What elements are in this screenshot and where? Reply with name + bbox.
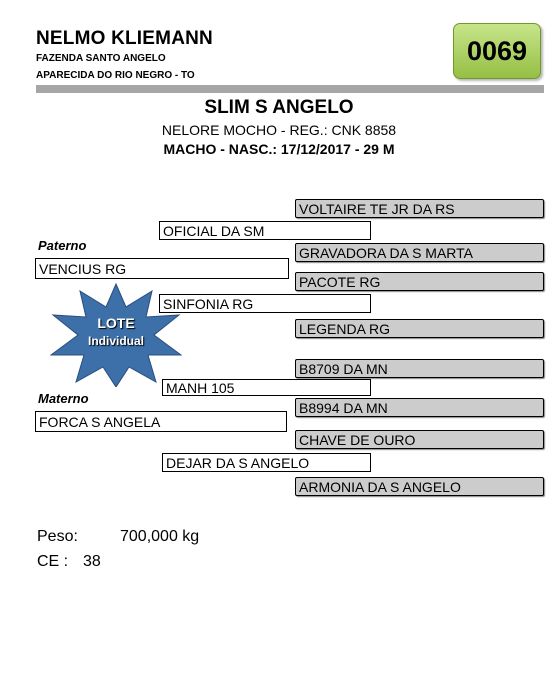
paterno-label: Paterno [38, 238, 87, 253]
g3-sire-dam-sire: PACOTE RG [295, 272, 544, 291]
city-name: APARECIDA DO RIO NEGRO - TO [36, 70, 195, 81]
badge-line-1: LOTE [97, 315, 135, 331]
g3-dam-dam-dam: ARMONIA DA S ANGELO [295, 477, 544, 496]
g2-dam-sire: MANH 105 [162, 379, 371, 396]
owner-name: NELMO KLIEMANN [36, 28, 213, 49]
farm-name: FAZENDA SANTO ANGELO [36, 53, 166, 64]
g3-dam-sire-dam: B8994 DA MN [295, 398, 544, 417]
animal-name: SLIM S ANGELO [204, 97, 354, 118]
weight-value: 700,000 kg [120, 528, 200, 545]
breed-registration: NELORE MOCHO - REG.: CNK 8858 [161, 122, 397, 138]
sire-box: VENCIUS RG [35, 258, 289, 279]
dam-box: FORCA S ANGELA [35, 411, 287, 432]
lote-individual-badge [50, 283, 182, 387]
g3-dam-sire-sire: B8709 DA MN [295, 359, 544, 378]
sex-birth-date: MACHO - NASC.: 17/12/2017 - 29 M [163, 141, 395, 157]
g3-dam-dam-sire: CHAVE DE OURO [295, 430, 544, 449]
badge-line-2: Individual [87, 334, 144, 348]
g2-sire-sire: OFICIAL DA SM [159, 221, 371, 240]
header-divider [36, 85, 544, 93]
g3-sire-dam-dam: LEGENDA RG [295, 319, 544, 338]
weight-label: Peso: [37, 528, 78, 545]
ce-label: CE : [37, 553, 69, 570]
lot-number-badge: 0069 [453, 23, 541, 79]
ce-value: 38 [83, 553, 101, 570]
g3-sire-sire-sire: VOLTAIRE TE JR DA RS [295, 199, 544, 218]
materno-label: Materno [38, 391, 89, 406]
g2-sire-dam: SINFONIA RG [159, 294, 371, 313]
g3-sire-sire-dam: GRAVADORA DA S MARTA [295, 243, 544, 262]
g2-dam-dam: DEJAR DA S ANGELO [162, 453, 371, 472]
